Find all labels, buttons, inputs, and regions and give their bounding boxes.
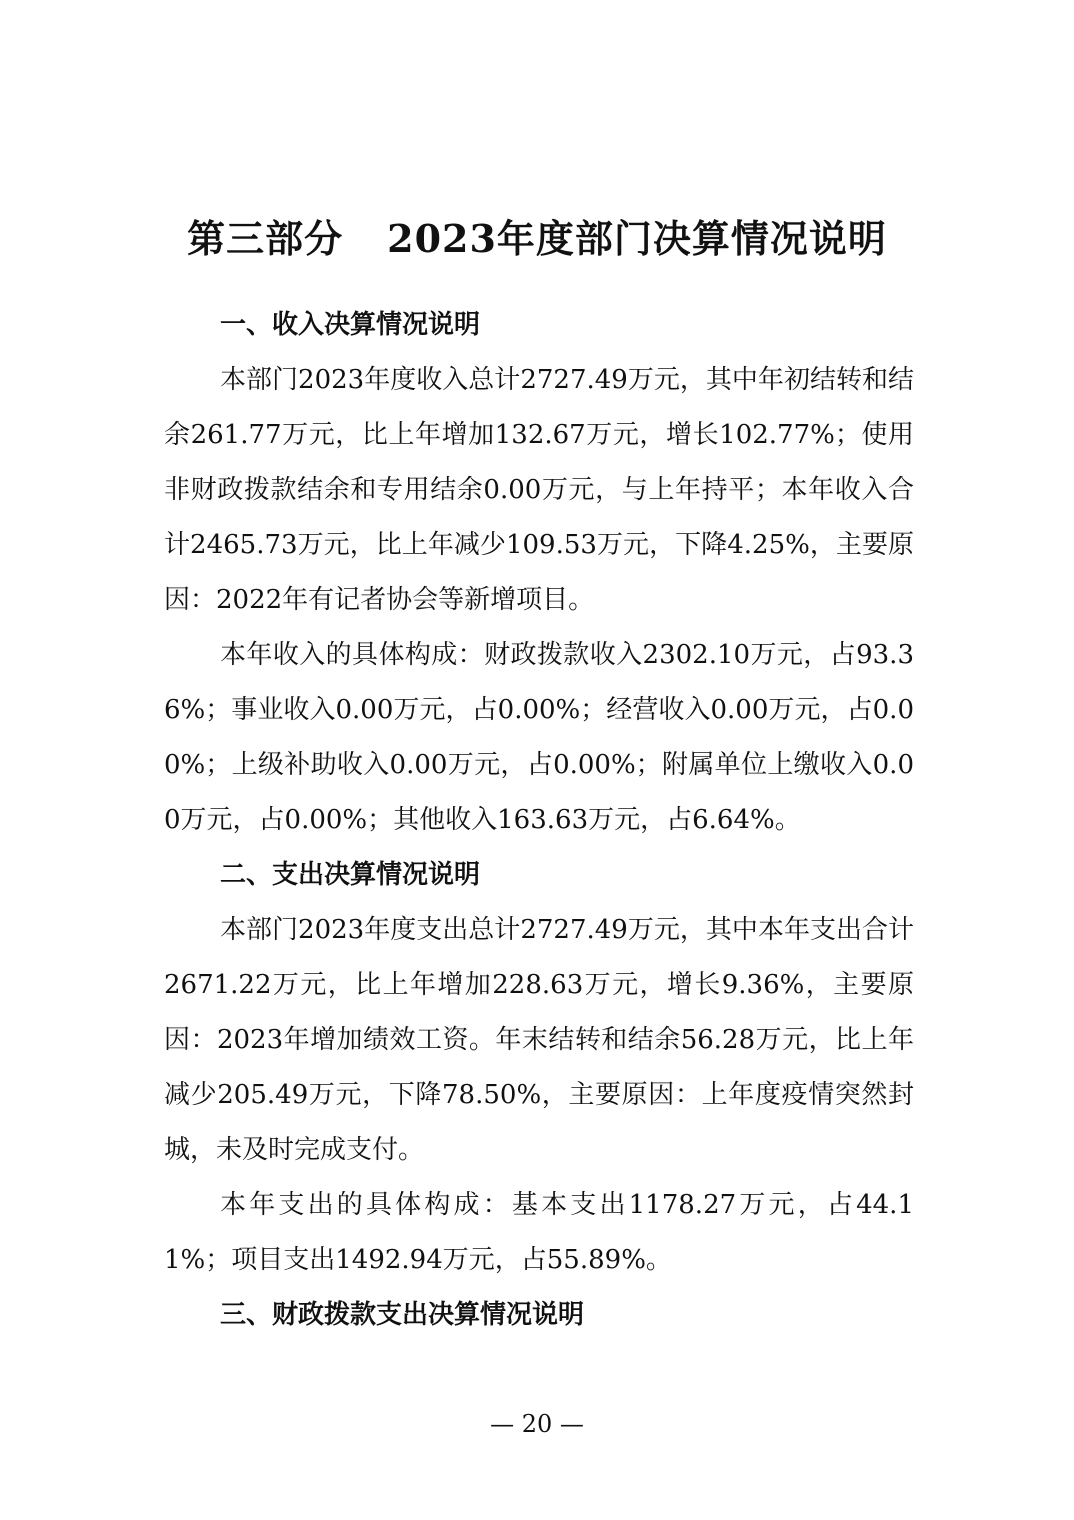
paragraph: 本年收入的具体构成：财政拨款收入2302.10万元，占93.36%；事业收入0.00万元，占0.00%；经营收入0.00万元，占0.00%；上级补助收入0.00万元，占0.00%；附属单位上缴收入0.00万元，占0.00%；其他收入163.63万元，占6.64%。 — [164, 640, 914, 835]
section-heading: 一、收入决算情况说明 — [220, 310, 481, 340]
title-part: 第三部分 — [187, 216, 344, 262]
section-expenditure — [164, 848, 914, 1288]
section-heading: 三、财政拨款支出决算情况说明 — [220, 1300, 585, 1330]
section-heading: 二、支出决算情况说明 — [220, 860, 481, 890]
paragraph: 本部门2023年度支出总计2727.49万元，其中本年支出合计2671.22万元，比上年增加228.63万元，增长9.36%，主要原因：2023年增加绩效工资。年末结转和结余56.28万元，比上年减少205.49万元，下降78.50%，主要原因：上年度疫情突然封城，未及时完成支付。 — [164, 915, 914, 1165]
document-body — [164, 298, 914, 1343]
paragraph: 本部门2023年度收入总计2727.49万元，其中年初结转和结余261.77万元，比上年增加132.67万元，增长102.77%；使用非财政拨款结余和专用结余0.00万元，与上年持平；本年收入合计2465.73万元，比上年减少109.53万元，下降4.25%，主要原因：2022年有记者协会等新增项目。 — [164, 365, 914, 615]
section-fiscal-expenditure — [164, 1288, 914, 1343]
page-title — [0, 211, 1074, 267]
paragraph: 本年支出的具体构成：基本支出1178.27万元，占44.11%；项目支出1492.94万元，占55.89%。 — [164, 1190, 914, 1275]
page-number: — 20 — — [490, 1410, 584, 1438]
title-text: 2023年度部门决算情况说明 — [387, 216, 887, 262]
section-income — [164, 298, 914, 848]
